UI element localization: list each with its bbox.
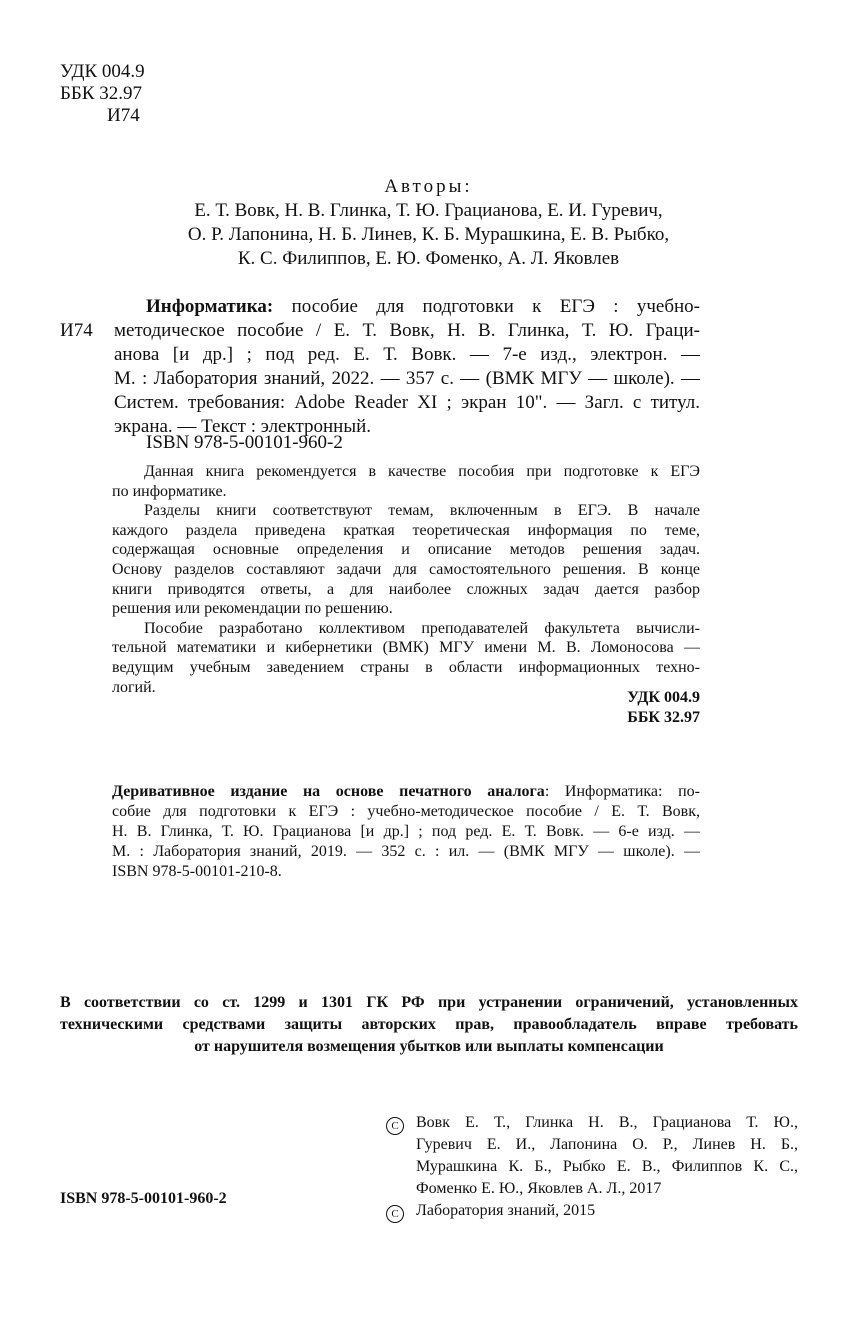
- legal-line: В соответствии со ст. 1299 и 1301 ГК РФ при устранении ограничений, установленных: [60, 994, 798, 1011]
- biblio-line: экрана. — Текст : электронный.: [114, 416, 372, 437]
- annotation-line: книги приводятся ответы, а для наиболее сложных задач дается разбор: [112, 580, 700, 598]
- annotation-line: каждого раздела приведена краткая теоретическая информация по теме,: [112, 521, 700, 539]
- cutter-side-code: И74: [60, 320, 93, 341]
- authors-line: Е. Т. Вовк, Н. В. Глинка, Т. Ю. Грацианова, Е. И. Гуревич,: [194, 200, 663, 221]
- book-title: Информатика:: [146, 296, 274, 317]
- annotation-line: по информатике.: [112, 482, 227, 500]
- legal-line: техническими средствами защиты авторских прав, правообладатель вправе требовать: [60, 1016, 798, 1033]
- copyright-publisher: [386, 1200, 798, 1223]
- copyright-line: Вовк Е. Т., Глинка Н. В., Грацианова Т. Ю.,: [416, 1114, 798, 1131]
- copyright-icon: C: [386, 1117, 404, 1135]
- classification-codes: [60, 61, 145, 127]
- derivative-edition-note: [112, 782, 700, 882]
- annotation-line: логий.: [112, 678, 156, 696]
- annotation-line: Разделы книги соответствуют темам, включенным в ЕГЭ. В начале: [144, 502, 700, 520]
- cutter-code: И74: [107, 105, 140, 126]
- annotation-line: ведущим учебным заведением страны в области информационных техно-: [112, 658, 700, 676]
- bbk-code: ББК 32.97: [60, 83, 142, 104]
- annotation-line: Основу разделов составляют задачи для самостоятельного решения. В конце: [112, 560, 700, 578]
- authors-heading: Авторы:: [384, 176, 473, 197]
- biblio-line: анова [и др.] ; под ред. Е. Т. Вовк. — 7-е изд., электрон. —: [114, 344, 700, 365]
- copyright-authors: [386, 1112, 798, 1200]
- udk-code-bold: УДК 004.9: [627, 689, 700, 706]
- classification-codes-bold: [560, 688, 700, 728]
- derivative-line: М. : Лаборатория знаний, 2019. — 352 с. : ил. — (ВМК МГУ — школе). —: [112, 843, 700, 860]
- copyright-block: [386, 1112, 798, 1223]
- annotation-line: тельной математики и кибернетики (ВМК) МГУ имени М. В. Ломоносова —: [112, 639, 700, 657]
- copyright-icon: C: [386, 1205, 404, 1223]
- udk-code: УДК 004.9: [60, 61, 145, 82]
- derivative-line: Н. В. Глинка, Т. Ю. Грацианова [и др.] ; под ред. Е. Т. Вовк. — 6-е изд. —: [112, 823, 700, 840]
- biblio-line: М. : Лаборатория знаний, 2022. — 357 с. — (ВМК МГУ — школе). —: [114, 368, 700, 389]
- authors-block: [0, 175, 857, 271]
- derivative-line: собие для подготовки к ЕГЭ : учебно-методическое пособие / Е. Т. Вовк,: [112, 803, 700, 820]
- bibliographic-record: [114, 295, 700, 439]
- annotation-line: Данная книга рекомендуется в качестве пособия при подготовке к ЕГЭ: [144, 463, 700, 480]
- isbn-bottom: ISBN 978-5-00101-960-2: [60, 1190, 227, 1207]
- annotation-line: Пособие разработано коллективом преподавателей факультета вычисли-: [144, 619, 700, 637]
- biblio-line: методическое пособие / Е. Т. Вовк, Н. В. Глинка, Т. Ю. Граци-: [114, 320, 700, 341]
- authors-line: К. С. Филиппов, Е. Ю. Фоменко, А. Л. Яковлев: [237, 248, 620, 269]
- copyright-line: Фоменко Е. Ю., Яковлев А. Л., 2017: [416, 1180, 662, 1197]
- derivative-line: Деривативное издание на основе печатного аналога: Информатика: по-: [112, 783, 700, 800]
- biblio-line: Систем. требования: Adobe Reader XI ; экран 10". — Загл. с титул.: [114, 392, 700, 413]
- annotation-line: решения или рекомендации по решению.: [112, 600, 393, 618]
- authors-line: О. Р. Лапонина, Н. Б. Линев, К. Б. Мурашкина, Е. В. Рыбко,: [187, 224, 670, 245]
- bbk-code-bold: ББК 32.97: [627, 709, 700, 726]
- annotation-line: содержащая основные определения и описание методов решения задач.: [112, 541, 700, 559]
- legal-notice: [60, 992, 798, 1058]
- copyright-line: Лаборатория знаний, 2015: [416, 1202, 596, 1219]
- derivative-lead: Деривативное издание на основе печатного аналога: [112, 783, 545, 800]
- copyright-line: Мурашкина К. Б., Рыбко Е. В., Филиппов К. С.,: [416, 1158, 798, 1175]
- legal-line: от нарушителя возмещения убытков или выплаты компенсации: [194, 1038, 664, 1055]
- annotation: [112, 462, 700, 697]
- derivative-line: ISBN 978-5-00101-210-8.: [112, 863, 282, 880]
- isbn-main: ISBN 978-5-00101-960-2: [146, 432, 343, 453]
- biblio-line: Информатика: пособие для подготовки к ЕГЭ : учебно-: [146, 296, 700, 317]
- copyright-line: Гуревич Е. И., Лапонина О. Р., Линев Н. Б.,: [416, 1136, 798, 1153]
